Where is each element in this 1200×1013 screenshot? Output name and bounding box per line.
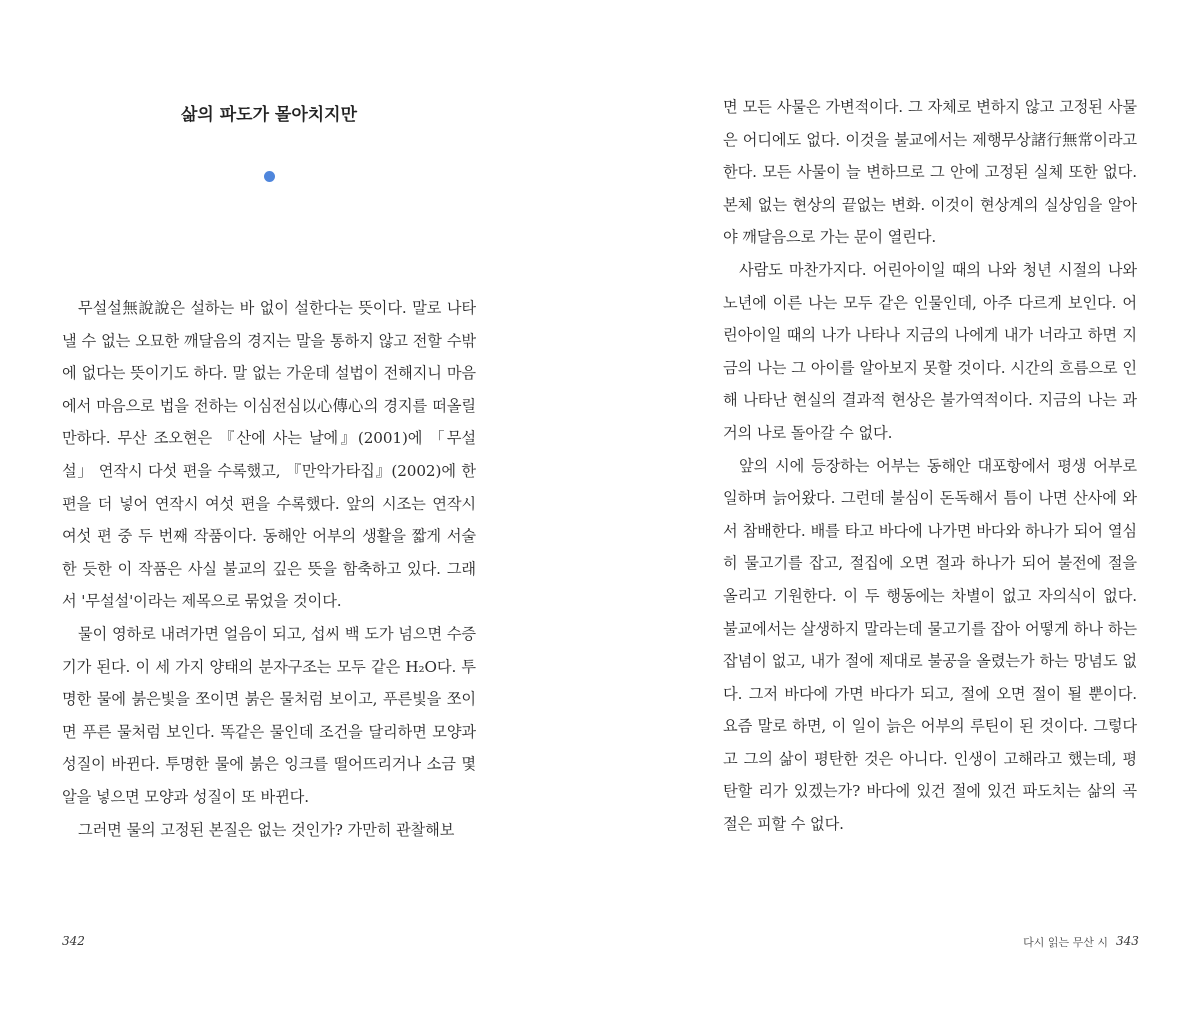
- page-number-left: 342: [62, 934, 85, 948]
- title-ornament-dot: [264, 171, 275, 182]
- left-body-text: [62, 292, 476, 846]
- paragraph: 사람도 마찬가지다. 어린아이일 때의 나와 청년 시절의 나와 노년에 이른 나는 모두 같은 인물인데, 아주 다르게 보인다. 어린아이일 때의 나가 나타나 지금의 나에게 내가 너라고 하면 지금의 나는 그 아이를 알아보지 못할 것이다. 시간의 흐름으로 인해 나타난 현실의 결과적 현상은 불가역적이다. 지금의 나는 과거의 나로 돌아갈 수 없다.: [723, 260, 1137, 442]
- paragraph: 앞의 시에 등장하는 어부는 동해안 대포항에서 평생 어부로 일하며 늙어왔다. 그런데 불심이 돈독해서 틈이 나면 산사에 와서 참배한다. 배를 타고 바다에 나가면 바다와 하나가 되어 열심히 물고기를 잡고, 절집에 오면 절과 하나가 되어 불전에 절을 올리고 기원한다. 이 두 행동에는 차별이 없고 자의식이 없다. 불교에서는 살생하지 말라는데 물고기를 잡아 어떻게 하나 하는 잡념이 없고, 내가 절에 제대로 불공을 올렸는가 하는 망념도 없다. 그저 바다에 가면 바다가 되고, 절에 오면 절이 될 뿐이다. 요즘 말로 하면, 이 일이 늙은 어부의 루틴이 된 것이다. 그렇다고 그의 삶이 평탄한 것은 아니다. 인생이 고해라고 했는데, 평탄할 리가 있겠는가? 바다에 있건 절에 있건 파도치는 삶의 곡절은 피할 수 없다.: [723, 456, 1137, 834]
- chapter-title: 삶의 파도가 몰아치지만: [180, 105, 358, 125]
- paragraph: 물이 영하로 내려가면 얼음이 되고, 섭씨 백 도가 넘으면 수증기가 된다. 이 세 가지 양태의 분자구조는 모두 같은 H₂O다. 투명한 물에 붉은빛을 쪼이면 붉은 물처럼 보이고, 푸른빛을 쪼이면 푸른 물처럼 보인다. 똑같은 물인데 조건을 달리하면 모양과 성질이 바뀐다. 투명한 물에 붉은 잉크를 떨어뜨리거나 소금 몇 알을 넣으면 모양과 성질이 또 바뀐다.: [62, 624, 476, 806]
- paragraph: 면 모든 사물은 가변적이다. 그 자체로 변하지 않고 고정된 사물은 어디에도 없다. 이것을 불교에서는 제행무상諸行無常이라고 한다. 모든 사물이 늘 변하므로 그 안에 고정된 실체 또한 없다. 본체 없는 현상의 끝없는 변화. 이것이 현상계의 실상임을 알아야 깨달음으로 가는 문이 열린다.: [723, 98, 1137, 247]
- paragraph: 무설설無說說은 설하는 바 없이 설한다는 뜻이다. 말로 나타낼 수 없는 오묘한 깨달음의 경지는 말을 통하지 않고 전할 수밖에 없다는 뜻이기도 하다. 말 없는 가운데 설법이 전해지니 마음에서 마음으로 법을 전하는 이심전심以心傳心의 경지를 떠올릴 만하다. 무산 조오현은 『산에 사는 날에』(2001)에 「무설설」 연작시 다섯 편을 수록했고, 『만악가타집』(2002)에 한 편을 더 넣어 연작시 여섯 편을 수록했다. 앞의 시조는 연작시 여섯 편 중 두 번째 작품이다. 동해안 어부의 생활을 짧게 서술한 듯한 이 작품은 사실 불교의 깊은 뜻을 함축하고 있다. 그래서 '무설설'이라는 제목으로 묶었을 것이다.: [62, 299, 476, 611]
- right-page: [600, 0, 1200, 1013]
- page-number-right: 343: [1116, 934, 1139, 948]
- right-body-text: [723, 91, 1137, 841]
- paragraph: 그러면 물의 고정된 본질은 없는 것인가? 가만히 관찰해보: [78, 820, 455, 839]
- running-title: 다시 읽는 무산 시: [1023, 936, 1108, 949]
